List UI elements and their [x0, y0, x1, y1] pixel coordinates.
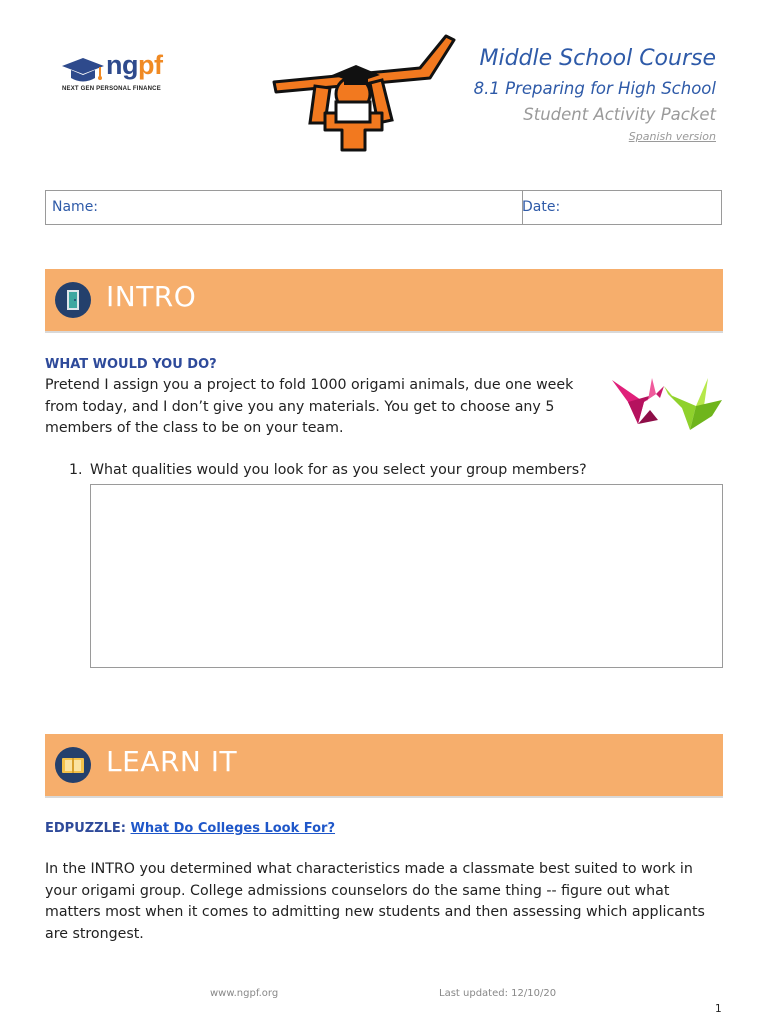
learn-it-title: LEARN IT [106, 745, 238, 778]
name-label: Name: [52, 199, 99, 215]
footer-last-updated: Last updated: 12/10/20 [439, 988, 557, 999]
intro-title: INTRO [106, 280, 197, 313]
name-date-table [45, 190, 722, 225]
date-label: Date: [522, 199, 561, 215]
book-icon [55, 747, 91, 783]
ngpf-logo [62, 52, 192, 96]
date-field[interactable] [516, 191, 560, 224]
intro-paragraph: Pretend I assign you a project to fold 1000 origami animals, due one week from today, and I don’t give you any materials. You get to choose any 5 members of the class to be on your team. [45, 377, 574, 436]
page-number: 1 [715, 1003, 722, 1015]
door-icon [55, 282, 91, 318]
footer-website[interactable]: www.ngpf.org [210, 988, 279, 999]
edpuzzle-label: EDPUZZLE: [45, 821, 126, 836]
mascot-illustration [270, 28, 460, 158]
course-title: Middle School Course [479, 46, 716, 71]
question-text: What qualities would you look for as you select your group members? [90, 462, 587, 478]
name-field[interactable] [46, 191, 523, 224]
what-would-you-do-heading: WHAT WOULD YOU DO? [45, 357, 217, 372]
packet-title: Student Activity Packet [523, 105, 716, 124]
unit-title: 8.1 Preparing for High School [473, 79, 716, 98]
brand-tagline: NEXT GEN PERSONAL FINANCE [62, 86, 161, 92]
graduation-cap-icon [62, 58, 104, 84]
learn-it-section-header [45, 734, 723, 798]
origami-cranes-image [608, 372, 726, 434]
intro-section-header [45, 269, 723, 333]
brand-wordmark: ngpf [106, 50, 163, 80]
spanish-version-link[interactable]: Spanish version [628, 130, 716, 143]
edpuzzle-link[interactable]: What Do Colleges Look For? [130, 821, 336, 836]
edpuzzle-line [45, 821, 335, 836]
question-number: 1. [69, 462, 83, 478]
learn-it-paragraph: In the INTRO you determined what characteristics made a classmate best suited to work in your origami group. College admissions counselors do the same thing -- figure out what matters most when it comes to admitting new students and then assessing which applicants are strongest. [45, 861, 705, 942]
answer-box[interactable] [90, 484, 723, 668]
